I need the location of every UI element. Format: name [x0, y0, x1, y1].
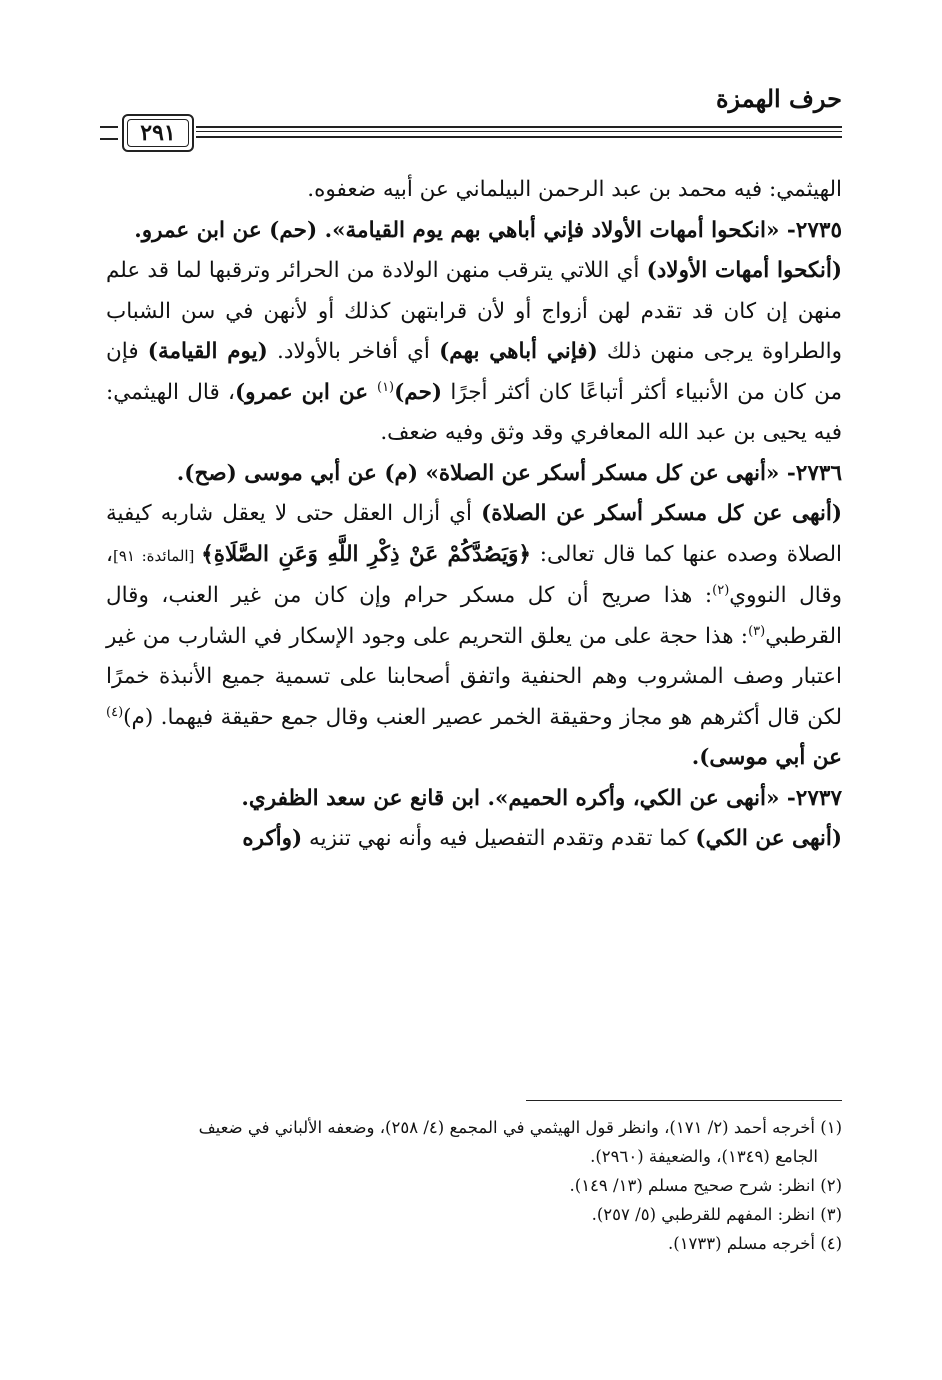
footnote-2: (٢) انظر: شرح صحيح مسلم (١٣/ ١٤٩). — [569, 1176, 842, 1195]
commentary-2736 — [106, 494, 842, 779]
header-rule — [196, 126, 842, 128]
footnote-1-continued: الجامع (١٣٤٩)، والضعيفة (٢٩٦٠). — [590, 1147, 818, 1166]
hadith-text: - «أنهى عن الكي، وأكره الحميم». ابن قانع عن سعد الظفري. — [241, 785, 796, 811]
footnote-1: (١) أخرجه أحمد (٢/ ١٧١)، وانظر قول الهيثمي في المجمع (٤/ ٢٥٨)، وضعفه الألباني في ضعيف — [198, 1118, 842, 1137]
commentary-text: أي أزال العقل حتى لا يعقل شاربه كيفية الصلاة وصده عنها كما قال تعالى: — [106, 501, 842, 567]
commentary-text: : هذا حجة على من يعلق التحريم على وجود الإسكار في الشارب من غير اعتبار وصف المشروب وهم الحنفية واتفق أصحابنا على تسمية جميع الأنبذة خمرًا لكن قال أكثرهم هو مجاز وحقيقة الخمر عصير العنب وقال جمع حقيقة فيهما. (م) — [106, 623, 842, 730]
hadith-text: - «انكحوا أمهات الأولاد فإني أباهي بهم يوم القيامة». (حم) عن ابن عمرو. — [134, 217, 796, 243]
header-rule — [196, 136, 842, 138]
hadith-number: ٢٧٣٦ — [795, 460, 842, 486]
commentary-text: أي اللاتي يترقب منهن الولادة من الحرائر وترقبها لما قد علم منهن إن كان قد تقدم لهن أزواج أو لأن قرابتهن كذلك أو لأنهن في سن الشباب والطراوة يرجى منهن ذلك — [106, 258, 842, 364]
running-title: حرف الهمزة — [715, 84, 842, 113]
quoted-phrase: (أنكحوا أمهات الأولاد) — [646, 258, 843, 283]
commentary-text: ، وقال النووي — [106, 541, 843, 608]
quoted-phrase: (وأكره — [242, 826, 303, 851]
commentary-text: فإن من كان من الأنبياء أكثر أتباعًا كان أكثر أجرًا — [106, 339, 843, 405]
paragraph-text: الهيثمي: فيه محمد بن عبد الرحمن البيلماني عن أبيه ضعفوه. — [307, 177, 842, 202]
main-text — [106, 170, 842, 860]
page-header — [100, 84, 842, 154]
commentary-text: كما تقدم وتقدم التفصيل فيه وأنه نهي تنزيه — [302, 826, 696, 851]
hadith-number: ٢٧٣٥ — [795, 217, 842, 243]
quoted-phrase: عن ابن عمرو) — [234, 379, 377, 405]
hadith-number: ٢٧٣٧ — [795, 785, 842, 811]
page-number: ٢٩١ — [140, 120, 176, 146]
quoted-phrase: (يوم القيامة) — [147, 339, 268, 364]
footnote-3: (٣) انظر: المفهم للقرطبي (٥/ ٢٥٧). — [591, 1205, 842, 1224]
paragraph — [106, 170, 842, 211]
commentary-2735 — [106, 251, 842, 454]
footnote-4: (٤) أخرجه مسلم (١٧٣٣). — [668, 1234, 842, 1253]
hadith-text: - «أنهى عن كل مسكر أسكر عن الصلاة» (م) عن أبي موسى (صح). — [176, 460, 796, 486]
footnote-marker[interactable]: (١) — [376, 379, 395, 395]
hadith-2737 — [106, 779, 842, 820]
commentary-text: ، قال الهيثمي: فيه يحيى بن عبد الله المعافري وقد وثق وفيه ضعف. — [106, 379, 842, 445]
commentary-text: أي أفاخر بالأولاد. — [267, 339, 440, 364]
commentary-text: : هذا صريح أن كل مسكر حرام وإن كان من غير العنب، وقال القرطبي — [106, 583, 842, 649]
footnote-marker[interactable]: (٢) — [712, 582, 730, 598]
verse-reference: [المائدة: ٩١] — [112, 546, 202, 565]
header-ornament — [100, 126, 118, 140]
quoted-phrase: (فإني أباهي بهم) — [439, 339, 598, 364]
hadith-2736 — [106, 454, 842, 495]
commentary-2737 — [106, 819, 842, 860]
hadith-2735 — [106, 211, 842, 252]
footnote-separator — [526, 1100, 842, 1101]
footnote-marker[interactable]: (٣) — [748, 623, 766, 639]
footnote-marker[interactable]: (٤) — [106, 704, 124, 720]
quoted-phrase: (أنهى عن كل مسكر أسكر عن الصلاة) — [481, 501, 843, 526]
quoted-phrase: عن أبي موسى). — [691, 745, 842, 770]
quran-verse: ﴿وَيَصُدَّكُمْ عَنْ ذِكْرِ اللَّهِ وَعَنِ الصَّلَاةِ﴾ — [201, 541, 531, 567]
header-rule — [196, 131, 842, 132]
source-code: (حم) — [394, 379, 443, 405]
footnotes — [106, 1113, 842, 1258]
quoted-phrase: (أنهى عن الكي) — [695, 826, 842, 851]
page-number-box — [122, 114, 194, 152]
